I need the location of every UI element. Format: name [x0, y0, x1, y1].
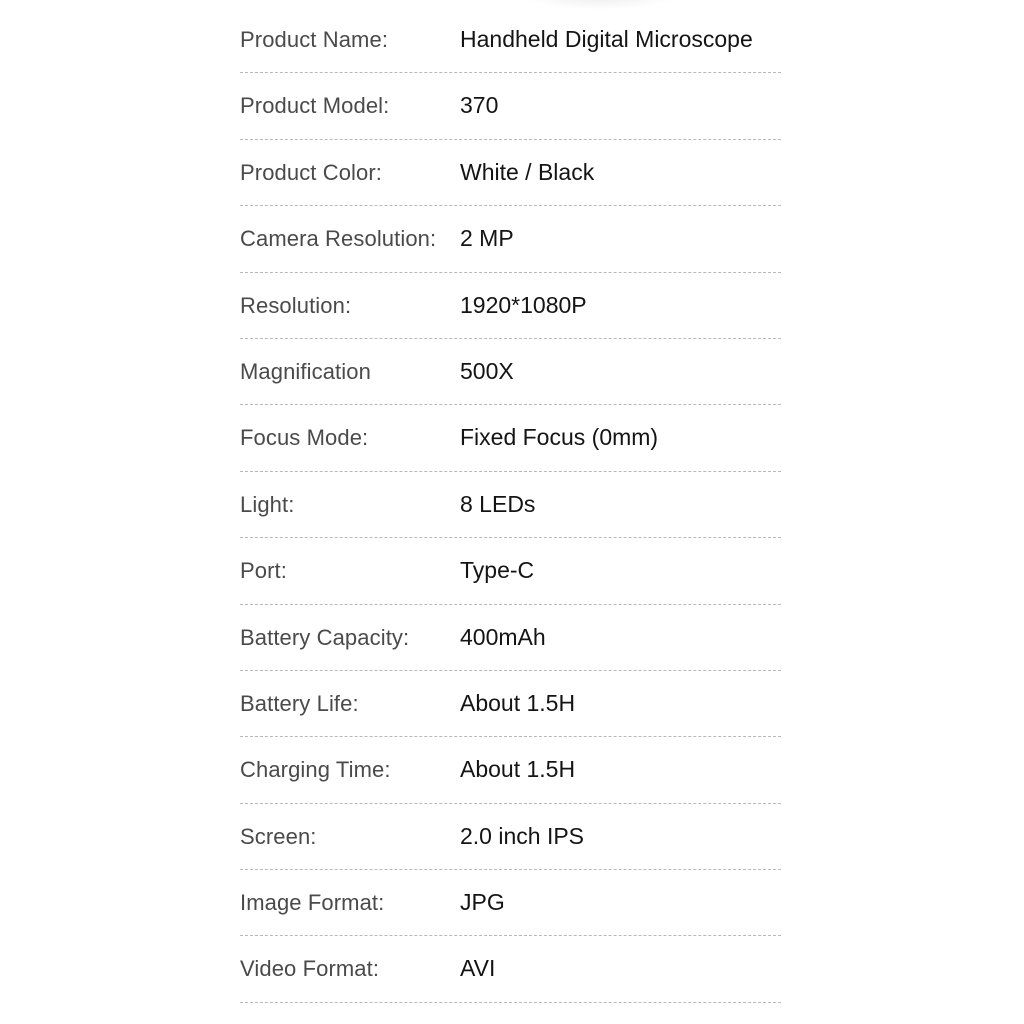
- spec-label: Image Format:: [240, 890, 385, 916]
- spec-label: Resolution:: [240, 292, 352, 318]
- spec-row-resolution: [240, 273, 781, 339]
- spec-label: Product Name:: [240, 27, 389, 52]
- spec-row-video-format: [240, 936, 781, 1002]
- spec-label: Battery Capacity:: [240, 624, 410, 650]
- spec-label: Charging Time:: [240, 757, 391, 783]
- spec-value: 8 LEDs: [460, 490, 536, 517]
- spec-row-product-color: [240, 140, 781, 206]
- spec-row-battery-capacity: [240, 605, 781, 671]
- spec-label: Screen:: [240, 823, 317, 849]
- spec-table: [240, 7, 781, 1003]
- spec-label: Light:: [240, 491, 295, 517]
- spec-label: Port:: [240, 558, 287, 584]
- spec-row-charging-time: [240, 737, 781, 803]
- spec-label: Camera Resolution:: [240, 226, 437, 252]
- spec-value: JPG: [460, 889, 505, 916]
- spec-row-magnification: [240, 339, 781, 405]
- spec-label: Magnification: [240, 358, 371, 384]
- spec-value: 2 MP: [460, 225, 514, 252]
- spec-value: About 1.5H: [460, 756, 576, 783]
- spec-row-battery-life: [240, 671, 781, 737]
- spec-value: 400mAh: [460, 623, 546, 650]
- spec-value: 2.0 inch IPS: [460, 822, 585, 849]
- spec-value: AVI: [460, 955, 496, 982]
- spec-value: Fixed Focus (0mm): [460, 424, 659, 451]
- spec-value: Handheld Digital Microscope: [460, 26, 753, 52]
- spec-label: Battery Life:: [240, 690, 359, 716]
- spec-row-camera-resolution: [240, 206, 781, 272]
- spec-value: 1920*1080P: [460, 291, 587, 318]
- spec-value: 500X: [460, 357, 514, 384]
- spec-row-focus-mode: [240, 405, 781, 471]
- spec-value: Type-C: [460, 557, 535, 584]
- spec-value: About 1.5H: [460, 689, 576, 716]
- spec-row-screen: [240, 804, 781, 870]
- spec-row-product-model: [240, 73, 781, 139]
- spec-value: 370: [460, 92, 499, 119]
- spec-value: White / Black: [460, 158, 595, 185]
- spec-row-port: [240, 538, 781, 604]
- spec-label: Focus Mode:: [240, 425, 369, 451]
- spec-row-image-format: [240, 870, 781, 936]
- spec-label: Product Color:: [240, 159, 383, 185]
- spec-row-product-name: [240, 7, 781, 73]
- spec-row-light: [240, 472, 781, 538]
- spec-label: Product Model:: [240, 93, 390, 119]
- spec-label: Video Format:: [240, 956, 380, 982]
